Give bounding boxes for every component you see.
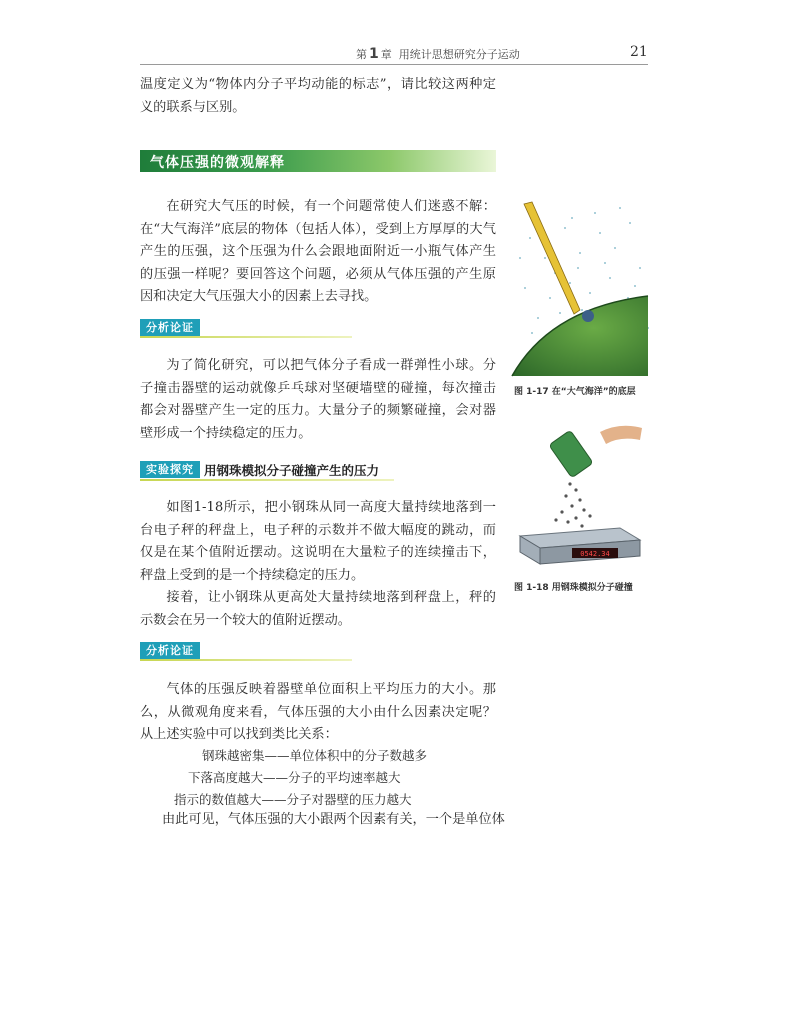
closing-line [162,809,505,832]
section-banner [140,150,496,172]
chapter-suffix: 章 [380,48,392,61]
analogy-line-1: 钢珠越密集——单位体积中的分子数越多 [202,748,428,763]
section-title: 气体压强的微观解释 [150,155,285,171]
figure-1-17-illustration [510,198,650,378]
analysis-tag-underline-1 [140,336,352,338]
chapter-title: 用统计思想研究分子运动 [398,48,520,61]
hand [600,426,642,444]
scale-reading: 0542.34 [580,550,610,558]
ball-bottle [549,430,593,478]
experiment-tag: 实验探究 [140,461,200,478]
analysis2-paragraph [140,679,496,747]
experiment-underline [140,479,394,481]
steel-balls [554,482,591,527]
figure-1-18-illustration [510,422,650,572]
intro-paragraph [140,74,496,119]
analysis1-text: 为了简化研究，可以把气体分子看成一群弹性小球。分子撞击器壁的运动就像乒乓球对坚硬墙壁的碰撞，每次撞击都会对器壁产生一定的压力。大量分子的频繁碰撞，会对器壁形成一个持续稳定的压力。 [140,358,496,441]
figure-1-17-caption: 图 1-17 在“大气海洋”的底层 [514,387,636,397]
analogy-line-2: 下落高度越大——分子的平均速率越大 [188,770,401,785]
analysis-tag-1: 分析论证 [140,319,200,336]
running-header [356,46,520,62]
page-number: 21 [630,44,648,60]
intro-text: 温度定义为“物体内分子平均动能的标志”，请比较这两种定义的联系与区别。 [140,77,496,115]
closing-text: 由此可见，气体压强的大小跟两个因素有关，一个是单位体 [162,812,505,827]
analogy-line-3: 指示的数值越大——分子对器壁的压力越大 [174,792,412,807]
header-rule [140,64,648,65]
figure-1-18-caption: 图 1-18 用钢珠模拟分子碰撞 [514,583,633,593]
experiment-text-1: 如图1-18所示，把小钢珠从同一高度大量持续地落到一台电子秤的秤盘上，电子秤的示数并不做大幅度的跳动，而仅是在某个值附近摆动。这说明在大量粒子的连续撞击下，秤盘上受到的是一个持续稳定的压力。 [140,500,496,583]
section-paragraph [140,196,496,309]
earth-surface [512,296,648,376]
person-figure [582,310,594,322]
chapter-number: 1 [369,46,379,62]
analysis1-paragraph [140,355,496,445]
experiment-text-2: 接着，让小钢珠从更高处大量持续地落到秤盘上，秤的示数会在另一个较大的值附近摆动。 [140,590,496,628]
analysis-tag-2: 分析论证 [140,642,200,659]
experiment-title: 用钢珠模拟分子碰撞产生的压力 [204,463,380,478]
experiment-paragraphs [140,497,496,632]
chapter-prefix: 第 [356,48,367,61]
analysis-tag-underline-2 [140,659,352,661]
section-text: 在研究大气压的时候，有一个问题常使人们迷惑不解：在“大气海洋”底层的物体（包括人体），受到上方厚厚的大气产生的压强，这个压强为什么会跟地面附近一小瓶气体产生的压强一样呢？要回答这个问题，必须从气体压强的产生原因和决定大气压强大小的因素上去寻找。 [140,199,496,304]
analysis2-text: 气体的压强反映着器壁单位面积上平均压力的大小。那么，从微观角度来看，气体压强的大小由什么因素决定呢？从上述实验中可以找到类比关系： [140,682,496,742]
